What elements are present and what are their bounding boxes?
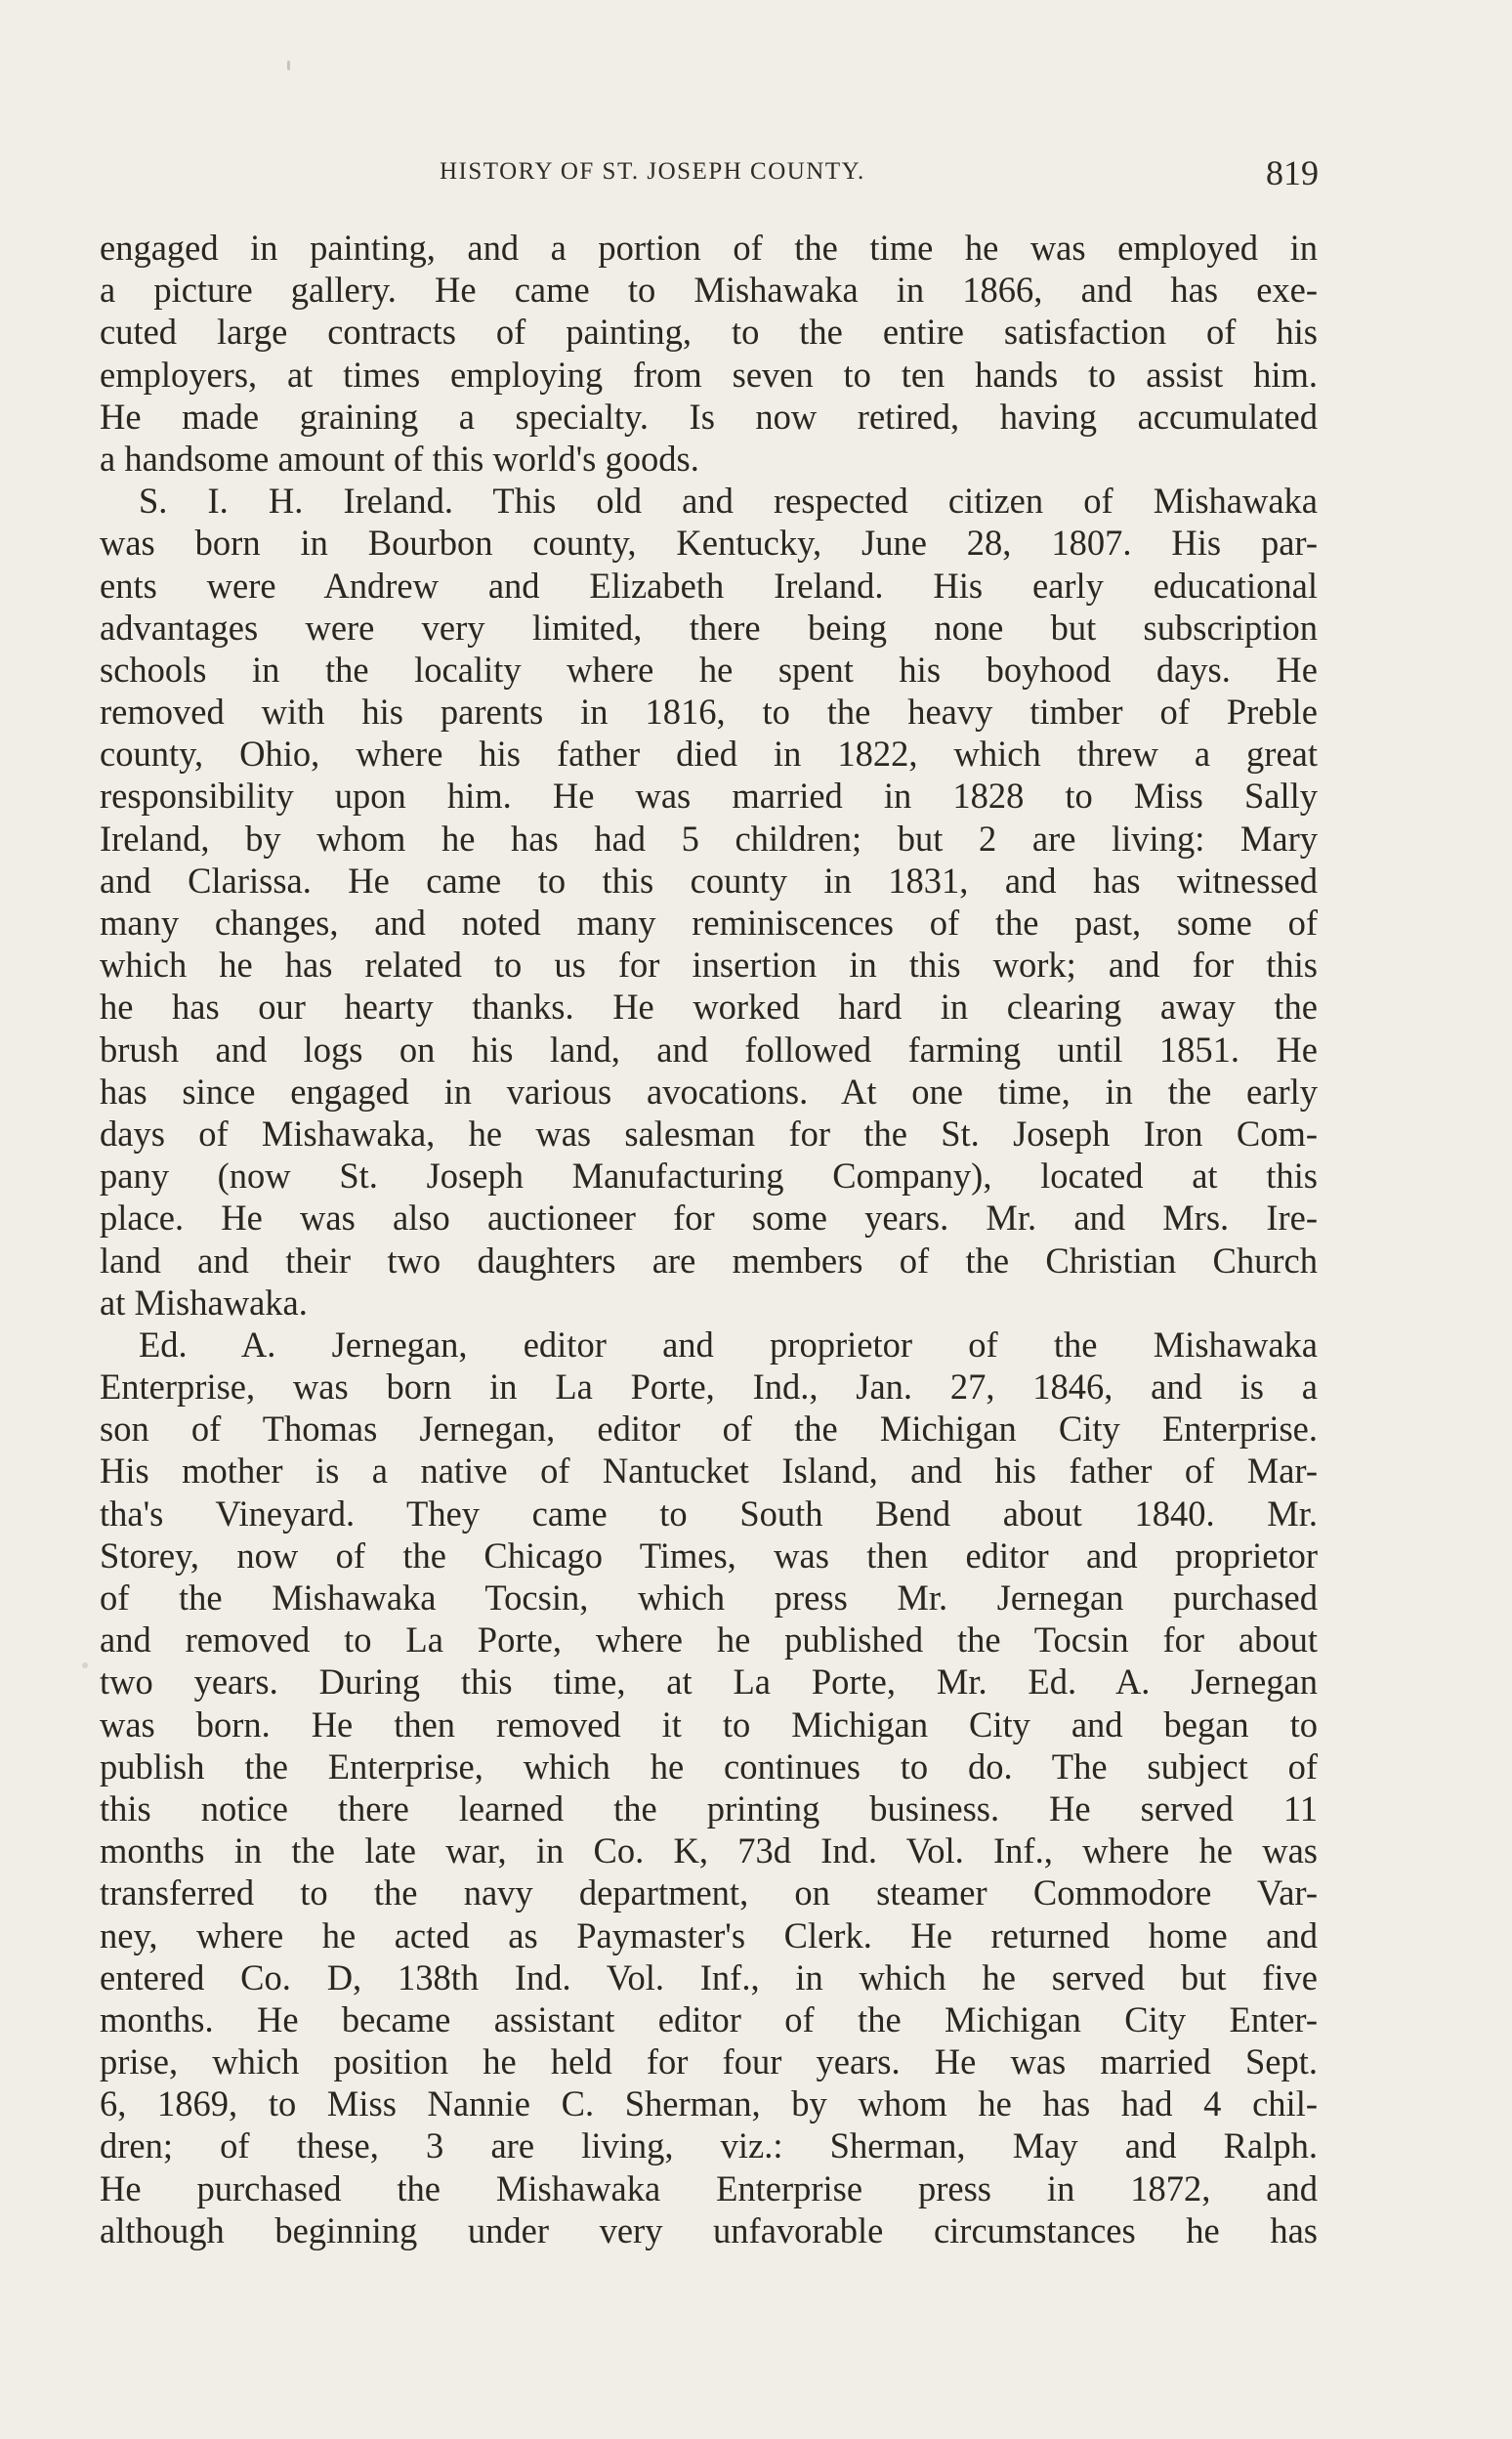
- text-line: place. He was also auctioneer for some years. Mr. and Mrs. Ire-: [100, 1198, 1318, 1239]
- body-text: [100, 227, 1318, 2251]
- text-line: responsibility upon him. He was married in 1828 to Miss Sally: [100, 776, 1318, 817]
- text-line: S. I. H. Ireland. This old and respected citizen of Mishawaka: [139, 481, 1318, 522]
- page-number: 819: [1266, 153, 1319, 192]
- paper-mark: [82, 1662, 88, 1668]
- text-line: a handsome amount of this world's goods.: [100, 438, 699, 479]
- text-line: was born in Bourbon county, Kentucky, June 28, 1807. His par-: [100, 523, 1318, 564]
- text-line: 6, 1869, to Miss Nannie C. Sherman, by whom he has had 4 chil-: [100, 2083, 1318, 2124]
- text-line: schools in the locality where he spent his boyhood days. He: [100, 649, 1318, 690]
- text-line: which he has related to us for insertion in this work; and for this: [100, 945, 1318, 986]
- text-line: days of Mishawaka, he was salesman for the St. Joseph Iron Com-: [100, 1113, 1318, 1154]
- text-line: removed with his parents in 1816, to the heavy timber of Preble: [100, 692, 1318, 733]
- text-line: son of Thomas Jernegan, editor of the Michigan City Enterprise.: [100, 1409, 1318, 1450]
- text-line: and removed to La Porte, where he published the Tocsin for about: [100, 1619, 1318, 1661]
- text-line: at Mishawaka.: [100, 1282, 308, 1323]
- text-line: a picture gallery. He came to Mishawaka in 1866, and has exe-: [100, 270, 1318, 311]
- text-line: of the Mishawaka Tocsin, which press Mr. Jernegan purchased: [100, 1577, 1318, 1618]
- text-line: publish the Enterprise, which he continues to do. The subject of: [100, 1745, 1318, 1787]
- text-line: tha's Vineyard. They came to South Bend about 1840. Mr.: [100, 1493, 1318, 1534]
- text-line: county, Ohio, where his father died in 1822, which threw a great: [100, 734, 1318, 775]
- text-line: engaged in painting, and a portion of the time he was employed in: [100, 228, 1318, 268]
- text-line: this notice there learned the printing business. He served 11: [100, 1787, 1318, 1829]
- running-head: [98, 152, 1319, 195]
- text-line: prise, which position he held for four years. He was married Sept.: [100, 2041, 1318, 2082]
- text-line: dren; of these, 3 are living, viz.: Sherman, May and Ralph.: [100, 2125, 1318, 2166]
- text-line: pany (now St. Joseph Manufacturing Company), located at this: [100, 1156, 1318, 1197]
- text-line: He made graining a specialty. Is now retired, having accumulated: [100, 396, 1318, 437]
- text-line: He purchased the Mishawaka Enterprise press in 1872, and: [100, 2167, 1318, 2208]
- text-line: two years. During this time, at La Porte, Mr. Ed. A. Jernegan: [100, 1661, 1318, 1703]
- paper-mark: [287, 61, 290, 70]
- text-line: advantages were very limited, there being none but subscription: [100, 607, 1318, 648]
- text-line: entered Co. D, 138th Ind. Vol. Inf., in which he served but five: [100, 1956, 1318, 1997]
- text-line: and Clarissa. He came to this county in 1831, and has witnessed: [100, 860, 1318, 901]
- text-line: Ireland, by whom he has had 5 children; but 2 are living: Mary: [100, 818, 1318, 859]
- text-line: he has our hearty thanks. He worked hard in clearing away the: [100, 987, 1318, 1028]
- text-line: brush and logs on his land, and followed farming until 1851. He: [100, 1029, 1318, 1070]
- text-line: ney, where he acted as Paymaster's Clerk. He returned home and: [100, 1914, 1318, 1955]
- text-line: months in the late war, in Co. K, 73d Ind. Vol. Inf., where he was: [100, 1830, 1318, 1871]
- text-line: ents were Andrew and Elizabeth Ireland. His early educational: [100, 565, 1318, 606]
- text-line: has since engaged in various avocations. At one time, in the early: [100, 1071, 1318, 1112]
- text-line: land and their two daughters are members of the Christian Church: [100, 1240, 1318, 1281]
- text-line: many changes, and noted many reminiscences of the past, some of: [100, 903, 1318, 943]
- text-line: His mother is a native of Nantucket Island, and his father of Mar-: [100, 1451, 1318, 1492]
- text-line: Enterprise, was born in La Porte, Ind., Jan. 27, 1846, and is a: [100, 1367, 1318, 1408]
- text-line: transferred to the navy department, on steamer Commodore Var-: [100, 1872, 1318, 1913]
- text-line: was born. He then removed it to Michigan City and began to: [100, 1703, 1318, 1745]
- text-line: cuted large contracts of painting, to the entire satisfaction of his: [100, 312, 1318, 353]
- text-line: months. He became assistant editor of the Michigan City Enter-: [100, 1998, 1318, 2040]
- text-line: Storey, now of the Chicago Times, was then editor and proprietor: [100, 1535, 1318, 1576]
- text-line: employers, at times employing from seven to ten hands to assist him.: [100, 354, 1318, 395]
- text-line: although beginning under very unfavorable circumstances he has: [100, 2209, 1318, 2250]
- text-line: Ed. A. Jernegan, editor and proprietor of the Mishawaka: [139, 1324, 1318, 1365]
- running-title: HISTORY OF ST. JOSEPH COUNTY.: [440, 158, 865, 185]
